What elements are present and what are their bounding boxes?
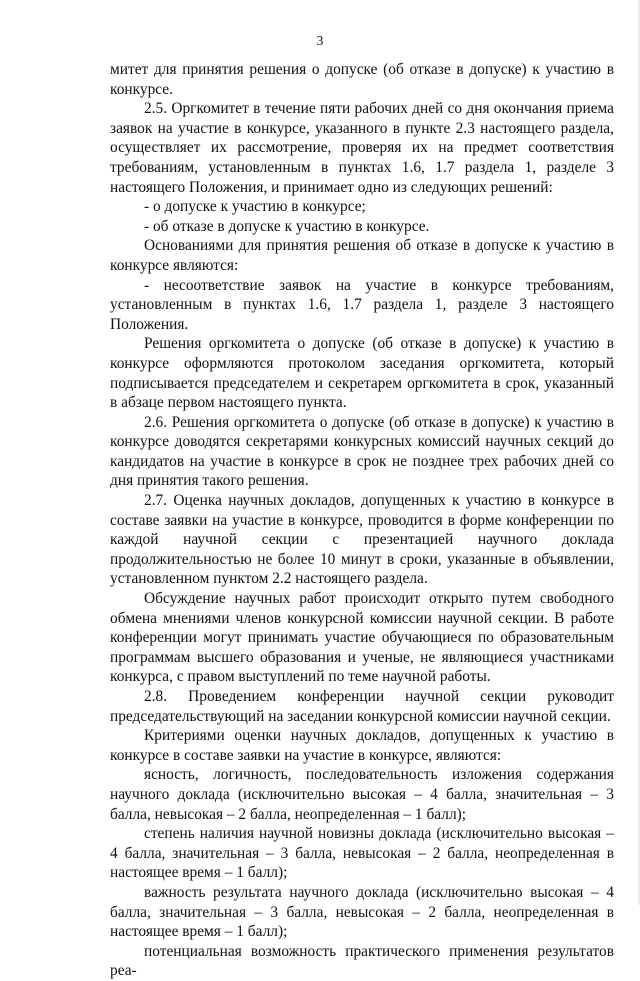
page-number: 3: [316, 33, 324, 48]
paragraph: - несоответствие заявок на участие в конкурсе требованиям, установленным в пунктах 1.6, 1.7 раздела 1, разделе 3 настоящего Положения.: [110, 276, 614, 333]
paragraph: Критериями оценки научных докладов, допущенных к участию в конкурсе в составе заявки на участие в конкурсе, являются:: [110, 727, 614, 764]
paragraph: ясность, логичность, последовательность изложения содержания научного доклада (исключительно высокая – 4 балла, значительная – 3 балла, невысокая – 2 балла, неопределенная – 1 балл);: [110, 766, 614, 823]
paragraph: - об отказе в допуске к участию в конкурсе.: [144, 217, 430, 235]
paragraph: важность результата научного доклада (исключительно высокая – 4 балла, значительная – 3 балла, невысокая – 2 балла, неопределенная в настоящее время – 1 балл);: [110, 883, 614, 941]
paragraph: степень наличия научной новизны доклада (исключительно высокая – 4 балла, значительная – 3 балла, невысокая – 2 балла, неопределенная в настоящее время – 1 балл);: [110, 825, 614, 882]
paragraph: митет для принятия решения о допуске (об отказе в допуске) к участию в конкурсе.: [110, 61, 614, 98]
paragraph: - о допуске к участию в конкурсе;: [144, 198, 366, 216]
document-body: [110, 60, 614, 981]
paragraph: 2.7. Оценка научных докладов, допущенных к участию в конкурсе в составе заявки на участие в конкурсе, проводится в форме конференции по каждой научной секции с презентацией научного доклада продолжительностью не более 10 минут в сроки, указанные в объявлении, установленном пунктом 2.2 настоящего раздела.: [110, 492, 614, 588]
paragraph: потенциальная возможность практического применения результатов реа-: [110, 942, 614, 980]
paragraph: Решения оргкомитета о допуске (об отказе в допуске) к участию в конкурсе оформляются протоколом заседания оргкомитета, который подписывается председателем и секретарем оргкомитета в срок, указанный в абзаце первом настоящего пункта.: [110, 335, 614, 412]
paragraph: Обсуждение научных работ происходит открыто путем свободного обмена мнениями членов конкурсной комиссии научной секции. В работе конференции могут принимать участие обучающиеся по образовательным программам высшего образования и ученые, не являющиеся участниками конкурса, с правом выступлений по теме научной работы.: [110, 590, 614, 686]
paragraph: 2.6. Решения оргкомитета о допуске (об отказе в допуске) к участию в конкурсе доводятся секретарями конкурсных комиссий научных секций до кандидатов на участие в конкурсе в срок не позднее трех рабочих дней со дня принятия такого решения.: [110, 413, 614, 490]
paragraph: 2.8. Проведением конференции научной секции руководит председательствующий на заседании конкурсной комиссии научной секции.: [110, 688, 614, 725]
paragraph: 2.5. Оргкомитет в течение пяти рабочих дней со дня окончания приема заявок на участие в конкурсе, указанного в пункте 2.3 настоящего раздела, осуществляет их рассмотрение, проверяя их на предмет соответствия требованиям, установленным в пунктах 1.6, 1.7 раздела 1, разделе 3 настоящего Положения, и принимает одно из следующих решений:: [110, 100, 614, 196]
paragraph: Основаниями для принятия решения об отказе в допуске к участию в конкурсе являются:: [110, 237, 614, 274]
